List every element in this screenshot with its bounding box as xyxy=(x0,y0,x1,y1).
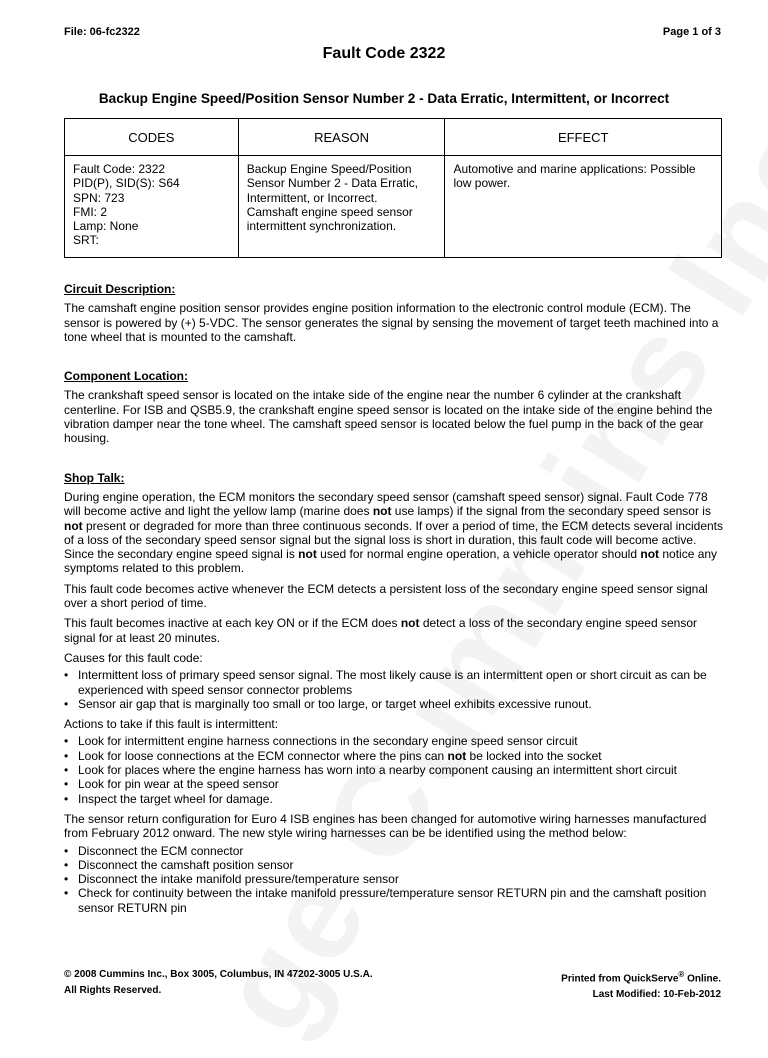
identification-steps-list xyxy=(64,844,724,915)
pid-sid-value: PID(P), SID(S): S64 xyxy=(73,176,180,191)
list-item: • Disconnect the intake manifold pressure/temperature sensor xyxy=(64,872,724,886)
reason-line: Sensor Number 2 - Data Erratic, xyxy=(246,176,419,191)
page-number: Page 1 of 3 xyxy=(662,26,721,38)
document-body xyxy=(64,282,724,921)
column-header-codes: CODES xyxy=(65,119,239,156)
column-header-reason: REASON xyxy=(238,119,445,156)
table-row xyxy=(65,156,722,258)
list-item: • Look for intermittent engine harness connections in the secondary engine speed sensor circuit xyxy=(64,734,724,748)
list-item: • Sensor air gap that is marginally too small or too large, or target wheel exhibits excessive runout. xyxy=(64,697,724,711)
lamp-value: Lamp: None xyxy=(73,219,139,234)
srt-value: SRT: xyxy=(73,233,99,248)
effect-line: Automotive and marine applications: Possible xyxy=(453,162,696,176)
section-heading-circuit-description: Circuit Description: xyxy=(64,282,176,296)
component-location-text: The crankshaft speed sensor is located on the intake side of the engine near the number 6 cylinder at the crankshaft centerline. For ISB and QSB5.9, the crankshaft engine speed sensor is located on the intake side of the engine behind the vibration damper near the tone wheel. The camshaft speed sensor is located below the fuel pump in the back of the gear housing. xyxy=(64,388,713,446)
reason-cell xyxy=(238,156,445,258)
footer-left xyxy=(64,967,373,999)
printed-from-text: Printed from QuickServe® Online. xyxy=(561,970,721,985)
section-heading-shop-talk: Shop Talk: xyxy=(64,470,125,485)
fault-code-table xyxy=(64,118,722,258)
list-item: • Look for loose connections at the ECM connector where the pins can not be locked into the socket xyxy=(64,749,724,763)
list-item: • Look for places where the engine harness has worn into a nearby component causing an intermittent short circuit xyxy=(64,763,724,777)
list-item: • Inspect the target wheel for damage. xyxy=(64,792,724,806)
page-title: Fault Code 2322 xyxy=(322,45,446,62)
circuit-description-text: The camshaft engine position sensor provides engine position information to the electronic control module (ECM). The sensor is powered by (+) 5-VDC. The sensor generates the signal by sensing the movement of target teeth machined into a tone wheel that is mounted to the camshaft. xyxy=(64,301,719,344)
last-modified-text: Last Modified: 10-Feb-2012 xyxy=(592,989,721,1001)
page-subtitle: Backup Engine Speed/Position Sensor Number 2 - Data Erratic, Intermittent, or Incorrect xyxy=(98,91,670,106)
list-item: • Disconnect the camshaft position sensor xyxy=(64,858,724,872)
fault-code-value: Fault Code: 2322 xyxy=(73,162,166,176)
effect-line: low power. xyxy=(453,176,511,191)
spn-value: SPN: 723 xyxy=(73,190,125,205)
table-header-row xyxy=(65,119,722,156)
euro4-harness-text: The sensor return configuration for Euro 4 ISB engines has been changed for automotive wiring harnesses manufactured from February 2012 onward. The new style wiring harnesses can be be identified using the method below: xyxy=(64,811,707,841)
causes-list xyxy=(64,668,724,711)
shop-talk-paragraph-1: During engine operation, the ECM monitors the secondary speed sensor (camshaft speed sensor) signal. Fault Code 778 will become active and light the yellow lamp (marine does not use lamps) if the signal from the secondary speed sensor is not present or degraded for more than three continuous seconds. If over a period of time, the ECM detects several incidents of a loss of the secondary speed sensor signal but the signal loss is short in duration, this fault code will become active. Since the secondary engine speed signal is not used for normal engine operation, a vehicle operator should not notice any symptoms related to this problem. xyxy=(64,489,724,576)
list-item: • Check for continuity between the intake manifold pressure/temperature sensor RETURN pin and the camshaft position sensor RETURN pin xyxy=(64,886,724,915)
codes-cell xyxy=(65,156,239,258)
column-header-effect: EFFECT xyxy=(445,119,722,156)
causes-intro: Causes for this fault code: xyxy=(64,650,203,665)
effect-cell xyxy=(445,156,722,258)
reason-line: Intermittent, or Incorrect. xyxy=(246,190,378,205)
section-heading-component-location: Component Location: xyxy=(64,369,188,384)
reason-line: Backup Engine Speed/Position xyxy=(246,162,412,176)
rights-text: All Rights Reserved. xyxy=(64,985,162,996)
reason-line: Camshaft engine speed sensor xyxy=(246,204,413,219)
actions-intro: Actions to take if this fault is intermittent: xyxy=(64,717,279,732)
footer-right xyxy=(561,967,721,1003)
list-item: • Disconnect the ECM connector xyxy=(64,844,724,858)
list-item: • Look for pin wear at the speed sensor xyxy=(64,777,724,791)
actions-list xyxy=(64,734,724,805)
list-item: • Intermittent loss of primary speed sensor signal. The most likely cause is an intermittent open or short circuit as can be experienced with speed sensor connector problems xyxy=(64,668,724,697)
file-id: File: 06-fc2322 xyxy=(64,26,140,38)
fmi-value: FMI: 2 xyxy=(73,204,108,219)
copyright-text: © 2008 Cummins Inc., Box 3005, Columbus, IN 47202-3005 U.S.A. xyxy=(64,969,373,980)
shop-talk-paragraph-3: This fault becomes inactive at each key ON or if the ECM does not detect a loss of the secondary engine speed sensor signal for at least 20 minutes. xyxy=(64,616,697,645)
reason-line: intermittent synchronization. xyxy=(246,219,397,234)
shop-talk-paragraph-2: This fault code becomes active whenever the ECM detects a persistent loss of the secondary engine speed sensor signal over a short period of time. xyxy=(64,581,708,611)
